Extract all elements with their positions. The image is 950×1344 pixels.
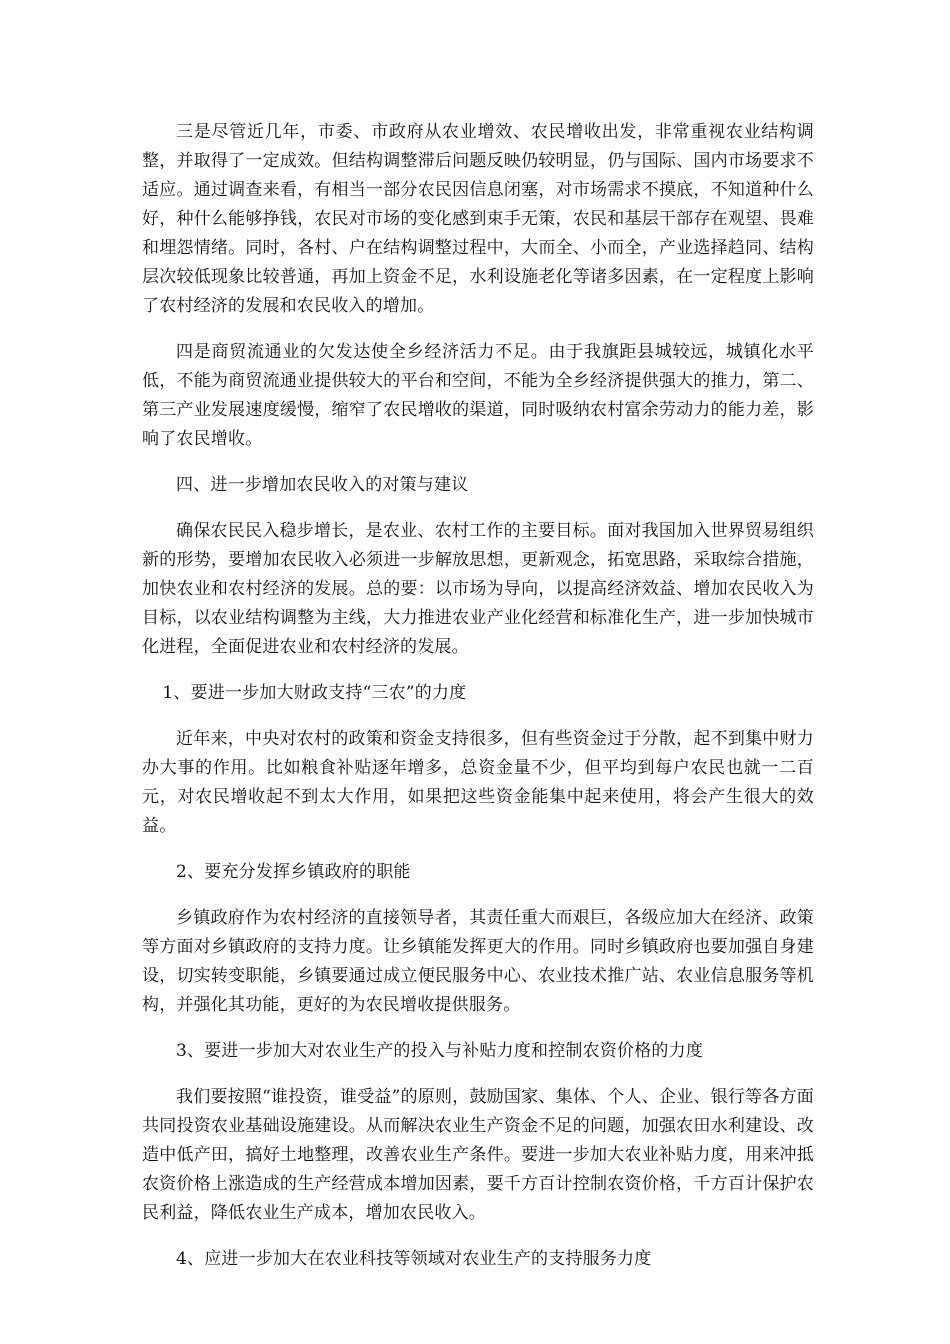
paragraph-goals: 确保农民民入稳步增长，是农业、农村工作的主要目标。面对我国加入世界贸易组织新的形势，要增加农民收入必须进一步解放思想，更新观念，拓宽思路，采取综合措施，加快农业和农村经济的发展。总的要：以市场为导向，以提高经济效益、增加农民收入为目标，以农业结构调整为主线，大力推进农业产业化经营和标准化生产，进一步加快城市化进程，全面促进农业和农村经济的发展。: [142, 521, 814, 657]
subheading-fiscal-support: 1、要进一步加大财政支持“三农”的力度: [162, 683, 467, 703]
paragraph-commerce: 四是商贸流通业的欠发达使全乡经济活力不足。由于我旗距县城较远，城镇化水平低，不能为商贸流通业提供较大的平台和空间，不能为全乡经济提供强大的推力，第二、第三产业发展速度缓慢，缩窄了农民增收的渠道，同时吸纳农村富余劳动力的能力差，影响了农民增收。: [142, 342, 814, 449]
subheading-technology-support: 4、应进一步加大在农业科技等领域对农业生产的支持服务力度: [176, 1249, 652, 1269]
document-body: [142, 118, 814, 1291]
paragraph-structural-adjustment: 三是尽管近几年，市委、市政府从农业增效、农民增收出发，非常重视农业结构调整，并取得了一定成效。但结构调整滞后问题反映仍较明显，仍与国际、国内市场要求不适应。通过调查来看，有相当一部分农民因信息闭塞，对市场需求不摸底，不知道种什么好，种什么能够挣钱，农民对市场的变化感到束手无策，农民和基层干部存在观望、畏难和埋怨情绪。同时，各村、户在结构调整过程中，大而全、小而全，产业选择趋同、结构层次较低现象比较普通，再加上资金不足，水利设施老化等诸多因素，在一定程度上影响了农村经济的发展和农民收入的增加。: [142, 122, 814, 316]
section-heading-countermeasures: 四、进一步增加农民收入的对策与建议: [176, 475, 469, 495]
subheading-investment-subsidy: 3、要进一步加大对农业生产的投入与补贴力度和控制农资价格的力度: [176, 1041, 704, 1061]
paragraph-investment-subsidy: 我们要按照“谁投资，谁受益”的原则，鼓励国家、集体、个人、企业、银行等各方面共同投资农业基础设施建设。从而解决农业生产资金不足的问题，加强农田水利建设、改造中低产田，搞好土地整理，改善农业生产条件。要进一步加大农业补贴力度，用来冲抵农资价格上涨造成的生产经营成本增加因素，要千方百计控制农资价格，千方百计保护农民利益，降低农业生产成本，增加农民收入。: [142, 1087, 814, 1223]
paragraph-fiscal-support: 近年来，中央对农村的政策和资金支持很多，但有些资金过于分散，起不到集中财力办大事的作用。比如粮食补贴逐年增多，总资金量不少，但平均到每户农民也就一二百元，对农民增收起不到太大作用，如果把这些资金能集中起来使用，将会产生很大的效益。: [142, 729, 814, 836]
subheading-township-government: 2、要充分发挥乡镇政府的职能: [176, 862, 411, 882]
paragraph-township-government: 乡镇政府作为农村经济的直接领导者，其责任重大而艰巨，各级应加大在经济、政策等方面对乡镇政府的支持力度。让乡镇能发挥更大的作用。同时乡镇政府也要加强自身建设，切实转变职能，乡镇要通过成立便民服务中心、农业技术推广站、农业信息服务等机构，并强化其功能，更好的为农民增收提供服务。: [142, 908, 814, 1015]
